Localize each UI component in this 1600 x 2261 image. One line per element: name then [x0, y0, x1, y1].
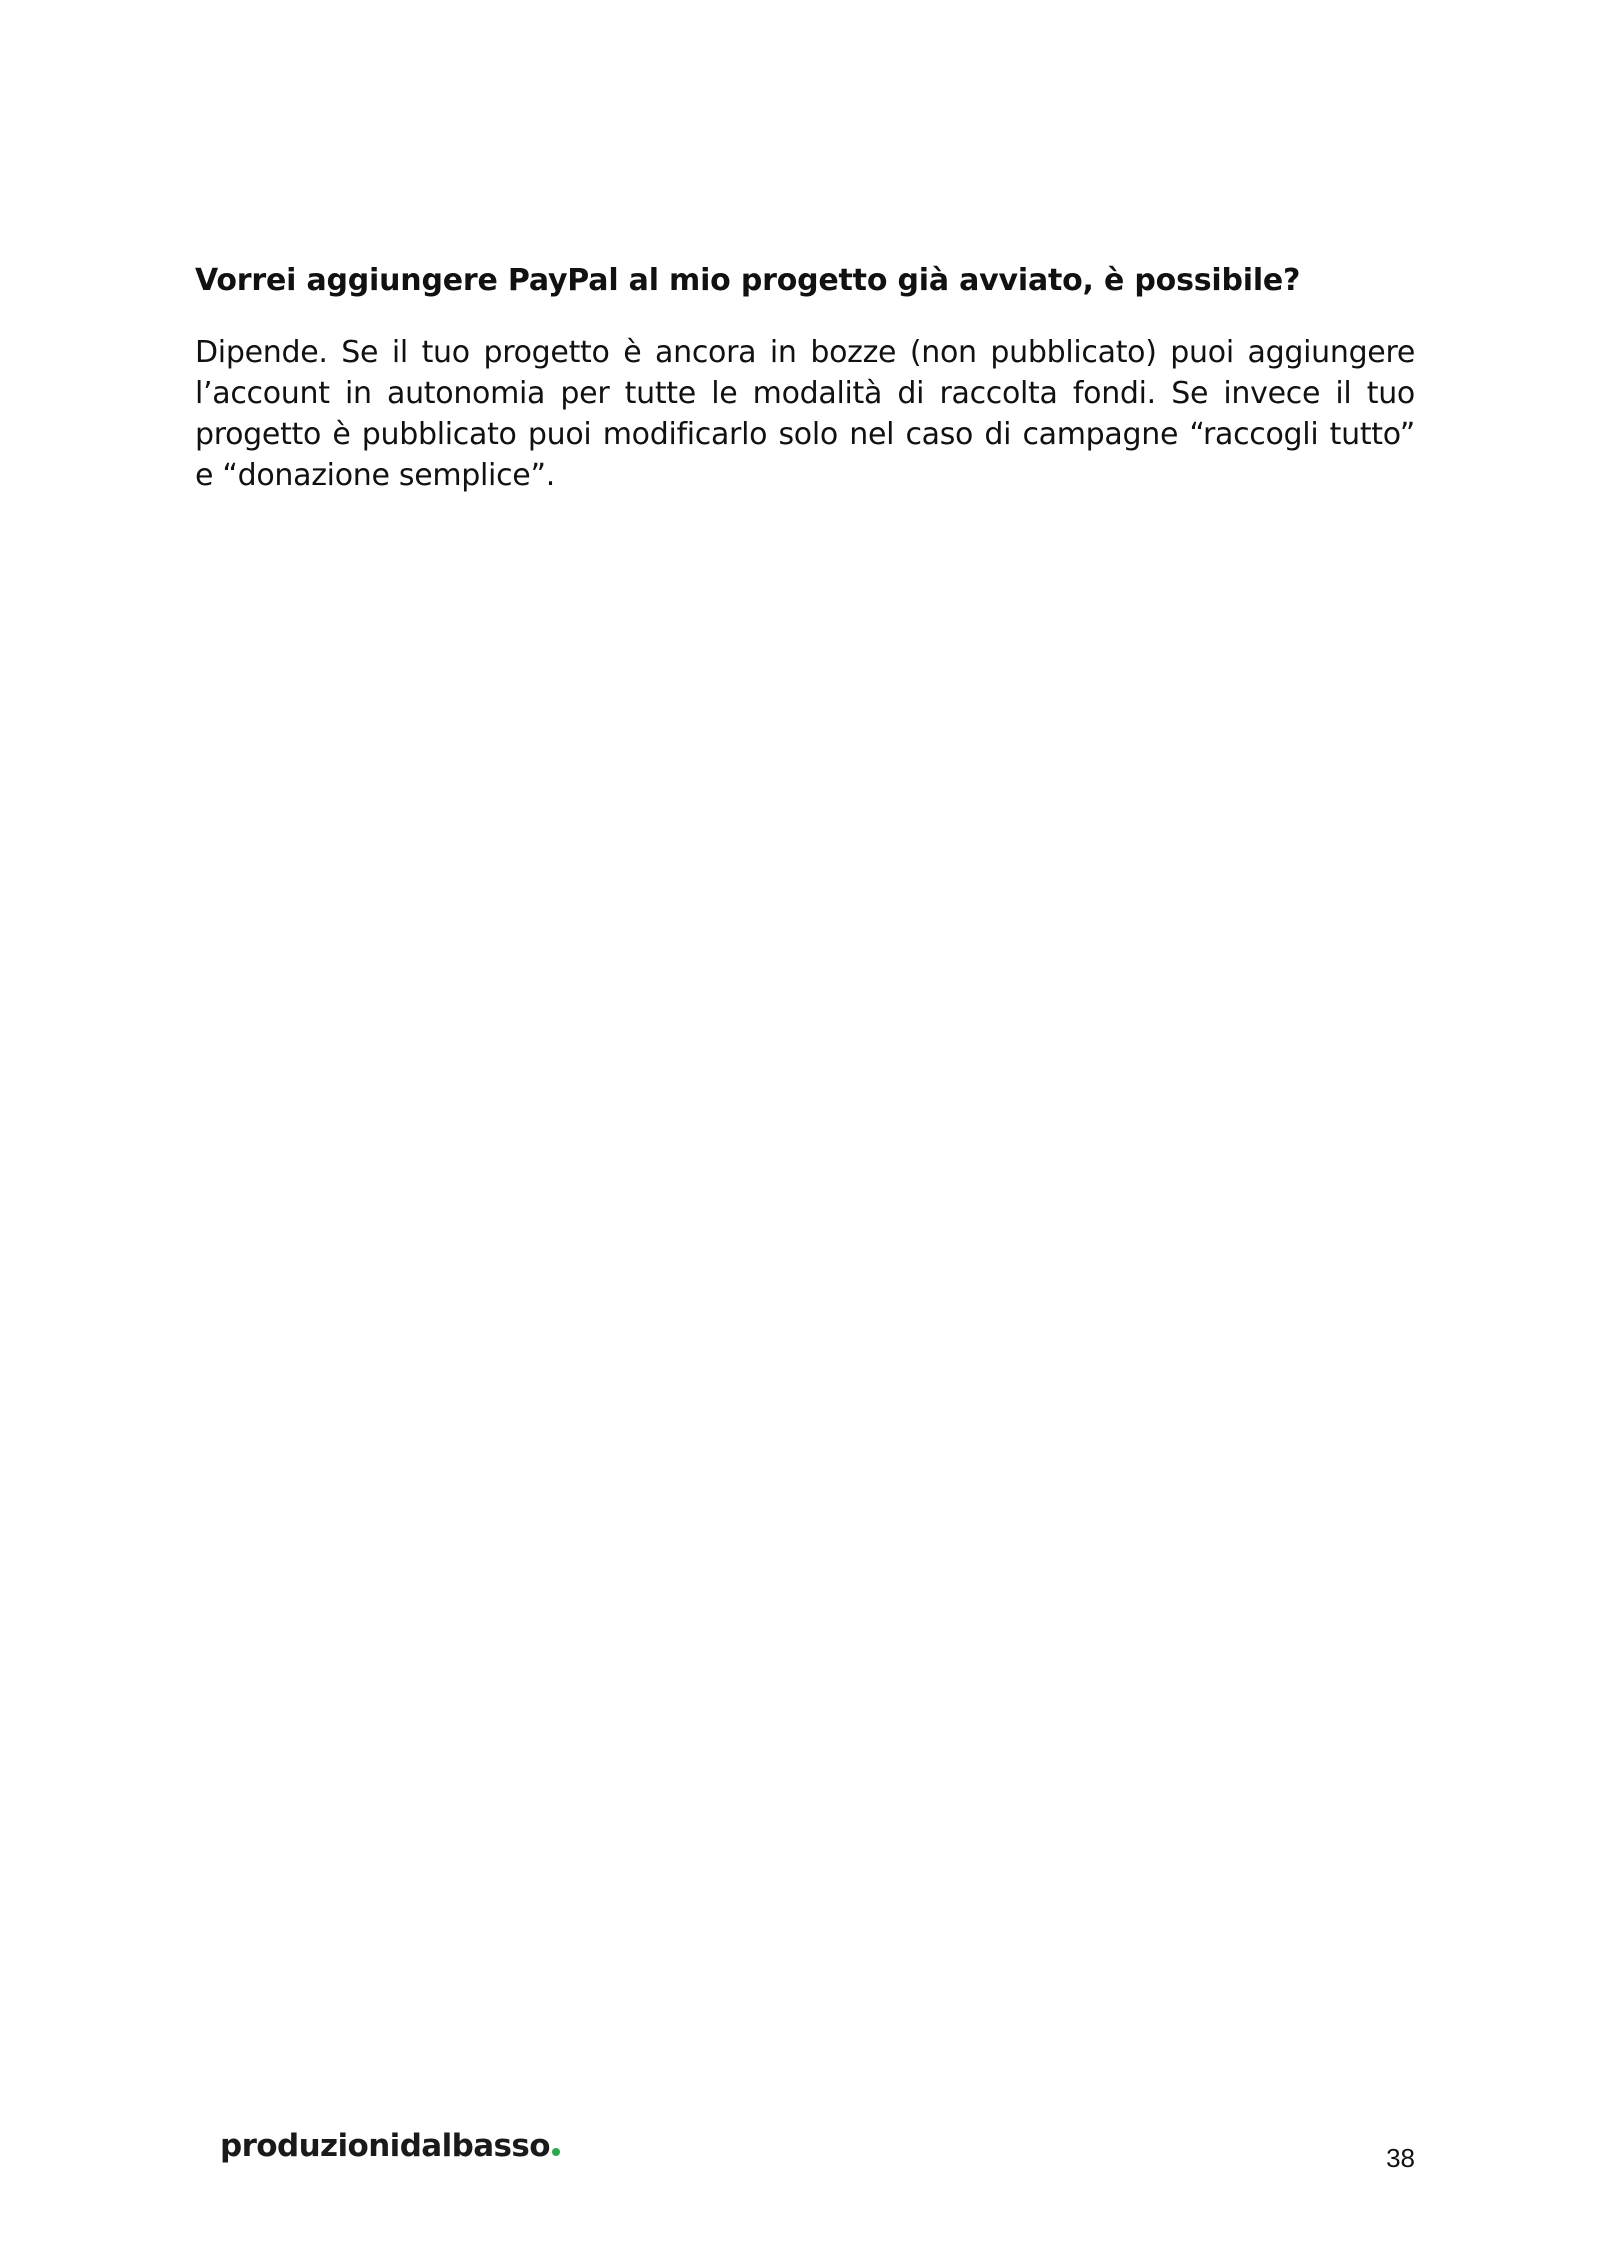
- brand-logo-text: produzionidalbasso: [220, 2128, 550, 2164]
- brand-logo: [220, 2128, 560, 2164]
- logo-dot-icon: [552, 2148, 560, 2156]
- faq-question: Vorrei aggiungere PayPal al mio progetto già avviato, è possibile?: [195, 263, 1301, 298]
- faq-answer: Dipende. Se il tuo progetto è ancora in bozze (non pubblicato) puoi aggiungere l’account in autonomia per tutte le modalità di raccolta fondi. Se invece il tuo progetto è pubblicato puoi modificarlo solo nel caso di campagne “raccogli tutto” e “donazione semplice”.: [195, 335, 1415, 493]
- faq-section: [195, 258, 1415, 496]
- page-number: 38: [1386, 2143, 1415, 2173]
